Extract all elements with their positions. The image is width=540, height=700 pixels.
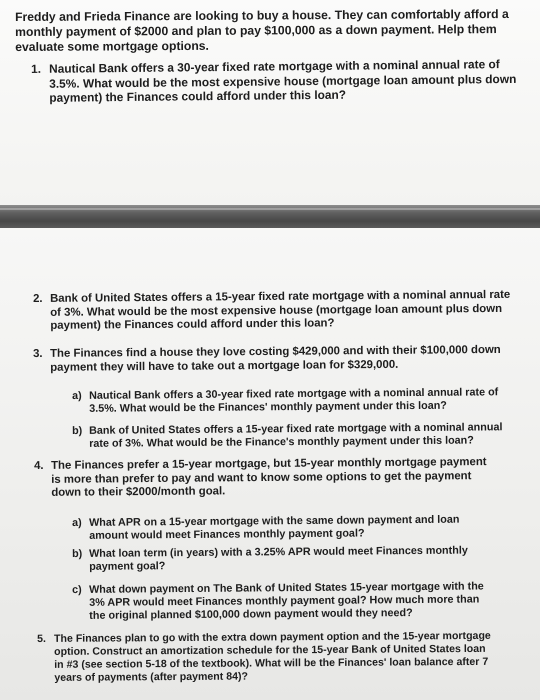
- page-divider-highlight: [0, 208, 540, 210]
- question-4b: [72, 545, 472, 574]
- question-4b-label: b): [72, 547, 83, 560]
- question-4: [34, 456, 499, 501]
- question-5-text: The Finances plan to go with the extra down payment option and the 15-year mortgage option. Construct an amortization schedule for the 15-year Bank of United States loan in #3 (see section 5-18 of the textbook). What will be the Finances' loan balance after 7 years of payments (after payment 84)?: [53, 629, 491, 684]
- question-3-number: 3.: [33, 347, 43, 360]
- question-4-number: 4.: [34, 459, 44, 472]
- question-3: [33, 344, 513, 375]
- question-5: [37, 630, 497, 685]
- question-1-number: 1.: [31, 61, 42, 76]
- question-3a-text: Nautical Bank offers a 30-year fixed rate mortgage with a nominal annual rate of 3.5%. What would be the Finances' monthly payment under this loan?: [88, 386, 499, 415]
- question-5-number: 5.: [37, 632, 46, 645]
- question-3-text: The Finances find a house they love costing $429,000 and with their $100,000 down payment they will have to take out a mortgage loan for $329,000.: [49, 343, 501, 374]
- question-3b-text: Bank of United States offers a 15-year fixed rate mortgage with a nominal annual rate of 3%. What would be the Finance's monthly payment under this loan?: [88, 421, 503, 450]
- question-3b-label: b): [72, 424, 83, 437]
- question-4c-label: c): [72, 583, 82, 596]
- intro-paragraph: Freddy and Frieda Finance are looking to buy a house. They can comfortably afford a monthly payment of $2000 and plan to pay $100,000 as a down payment. Help them evaluate some mortgage options.: [15, 6, 509, 54]
- question-3b: [72, 421, 512, 451]
- page-bottom-section: [0, 228, 540, 700]
- question-4c: [72, 580, 497, 623]
- question-2: [33, 289, 513, 334]
- question-4c-text: What down payment on The Bank of United States 15-year mortgage with the 3% APR would meet Finances monthly payment goal? How much more than the original planned $100,000 down payment would they need?: [88, 580, 484, 622]
- question-4b-text: What loan term (in years) with a 3.25% APR would meet Finances monthly payment goal?: [88, 544, 468, 573]
- page-top-section: [0, 0, 540, 205]
- question-2-number: 2.: [33, 292, 43, 305]
- question-1-text: Nautical Bank offers a 30-year fixed rate mortgage with a nominal annual rate of 3.5%. What would be the most expensive house (mortgage loan amount plus down payment) the Finances could afford under this loan?: [48, 57, 517, 105]
- question-3a: [72, 386, 512, 416]
- question-4a: [72, 514, 472, 543]
- question-4a-text: What APR on a 15-year mortgage with the same down payment and loan amount would meet Finances monthly payment goal?: [88, 513, 460, 542]
- question-2-text: Bank of United States offers a 15-year fixed rate mortgage with a nominal annual rate of 3%. What would be the most expensive house (mortgage loan amount plus down payment) the Finances could afford under this loan?: [49, 288, 511, 332]
- question-3a-label: a): [72, 389, 82, 402]
- question-4a-label: a): [72, 516, 82, 529]
- question-4-text: The Finances prefer a 15-year mortgage, but 15-year monthly mortgage payment is more than prefer to pay and want to know some options to get the payment down to their $2000/month goal.: [50, 456, 487, 499]
- question-1: [31, 57, 526, 106]
